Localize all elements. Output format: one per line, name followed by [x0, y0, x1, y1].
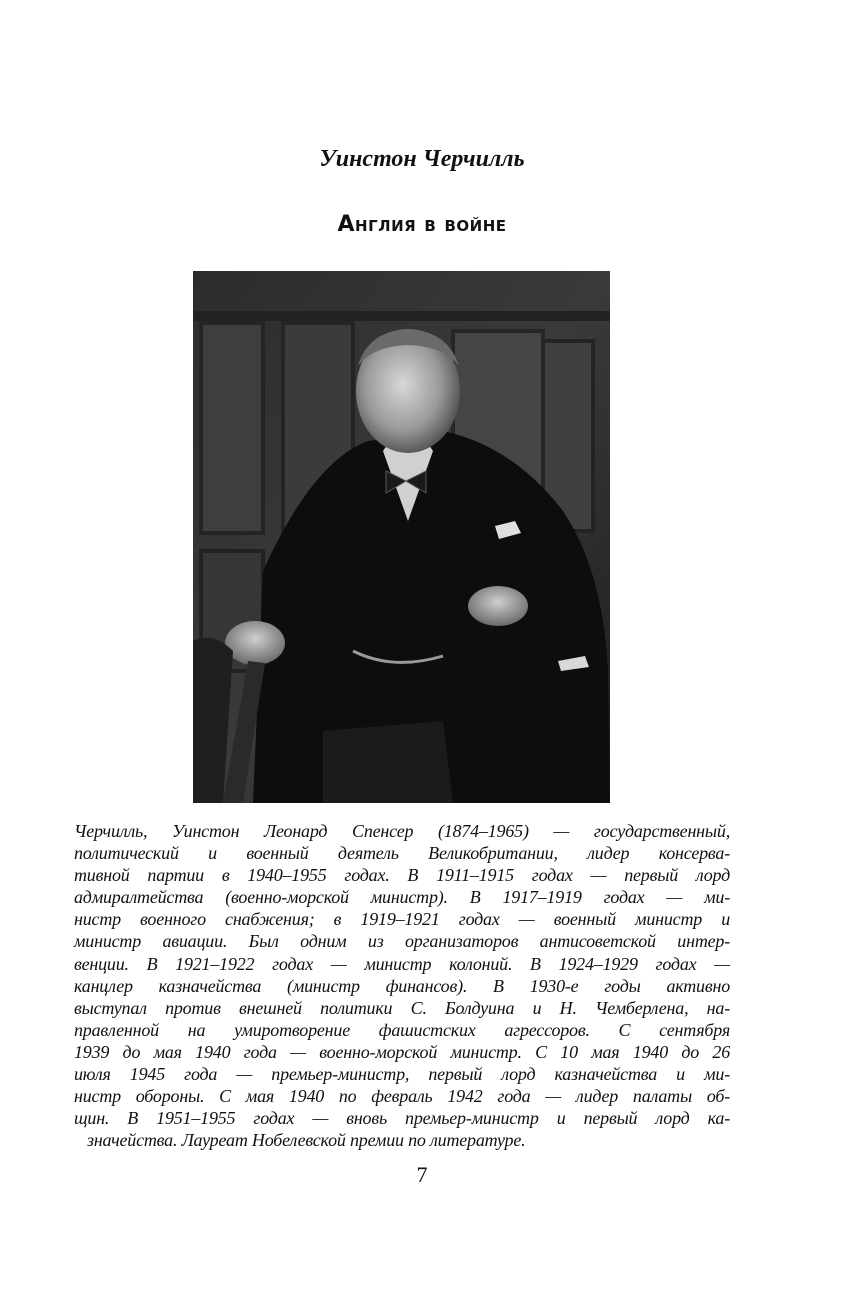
- bio-line: министр авиации. Был одним из организаторов антисоветской интер-: [74, 931, 730, 952]
- bio-line: нистр военного снабжения; в 1919–1921 годах — военный министр и: [74, 909, 730, 930]
- bio-line: щин. В 1951–1955 годах — вновь премьер-министр и первый лорд ка-: [74, 1108, 730, 1129]
- bio-line: Черчилль, Уинстон Леонард Спенсер (1874–1965) — государственный,: [74, 821, 730, 841]
- page-number: 7: [416, 1162, 428, 1187]
- author-name: Уинстон Черчилль: [319, 146, 525, 172]
- portrait-photo: [193, 271, 610, 803]
- bio-line: канцлер казначейства (министр финансов). В 1930-е годы активно: [74, 975, 730, 996]
- bio-line: правленной на умиротворение фашистских агрессоров. С сентября: [74, 1019, 730, 1040]
- bio-line: политический и военный деятель Великобритании, лидер консерва-: [74, 843, 730, 864]
- book-title: Англия в войне: [337, 212, 507, 237]
- bio-line: выступал против внешней политики С. Болдуина и Н. Чемберлена, на-: [74, 997, 730, 1018]
- bio-line: тивной партии в 1940–1955 годах. В 1911–1915 годах — первый лорд: [74, 865, 730, 886]
- bio-line: июля 1945 года — премьер-министр, первый лорд казначейства и ми-: [74, 1064, 730, 1085]
- bio-line: 1939 до мая 1940 года — военно-морской министр. С 10 мая 1940 до 26: [74, 1041, 730, 1062]
- bio-line: венции. В 1921–1922 годах — министр колоний. В 1924–1929 годах —: [74, 953, 730, 974]
- bio-line: значейства. Лауреат Нобелевской премии по литературе.: [87, 1130, 526, 1151]
- biography-paragraph: [74, 820, 730, 1151]
- bio-line: нистр обороны. С мая 1940 по февраль 1942 года — лидер палаты об-: [74, 1086, 730, 1107]
- bio-line: адмиралтейства (военно-морской министр). В 1917–1919 годах — ми-: [74, 887, 730, 908]
